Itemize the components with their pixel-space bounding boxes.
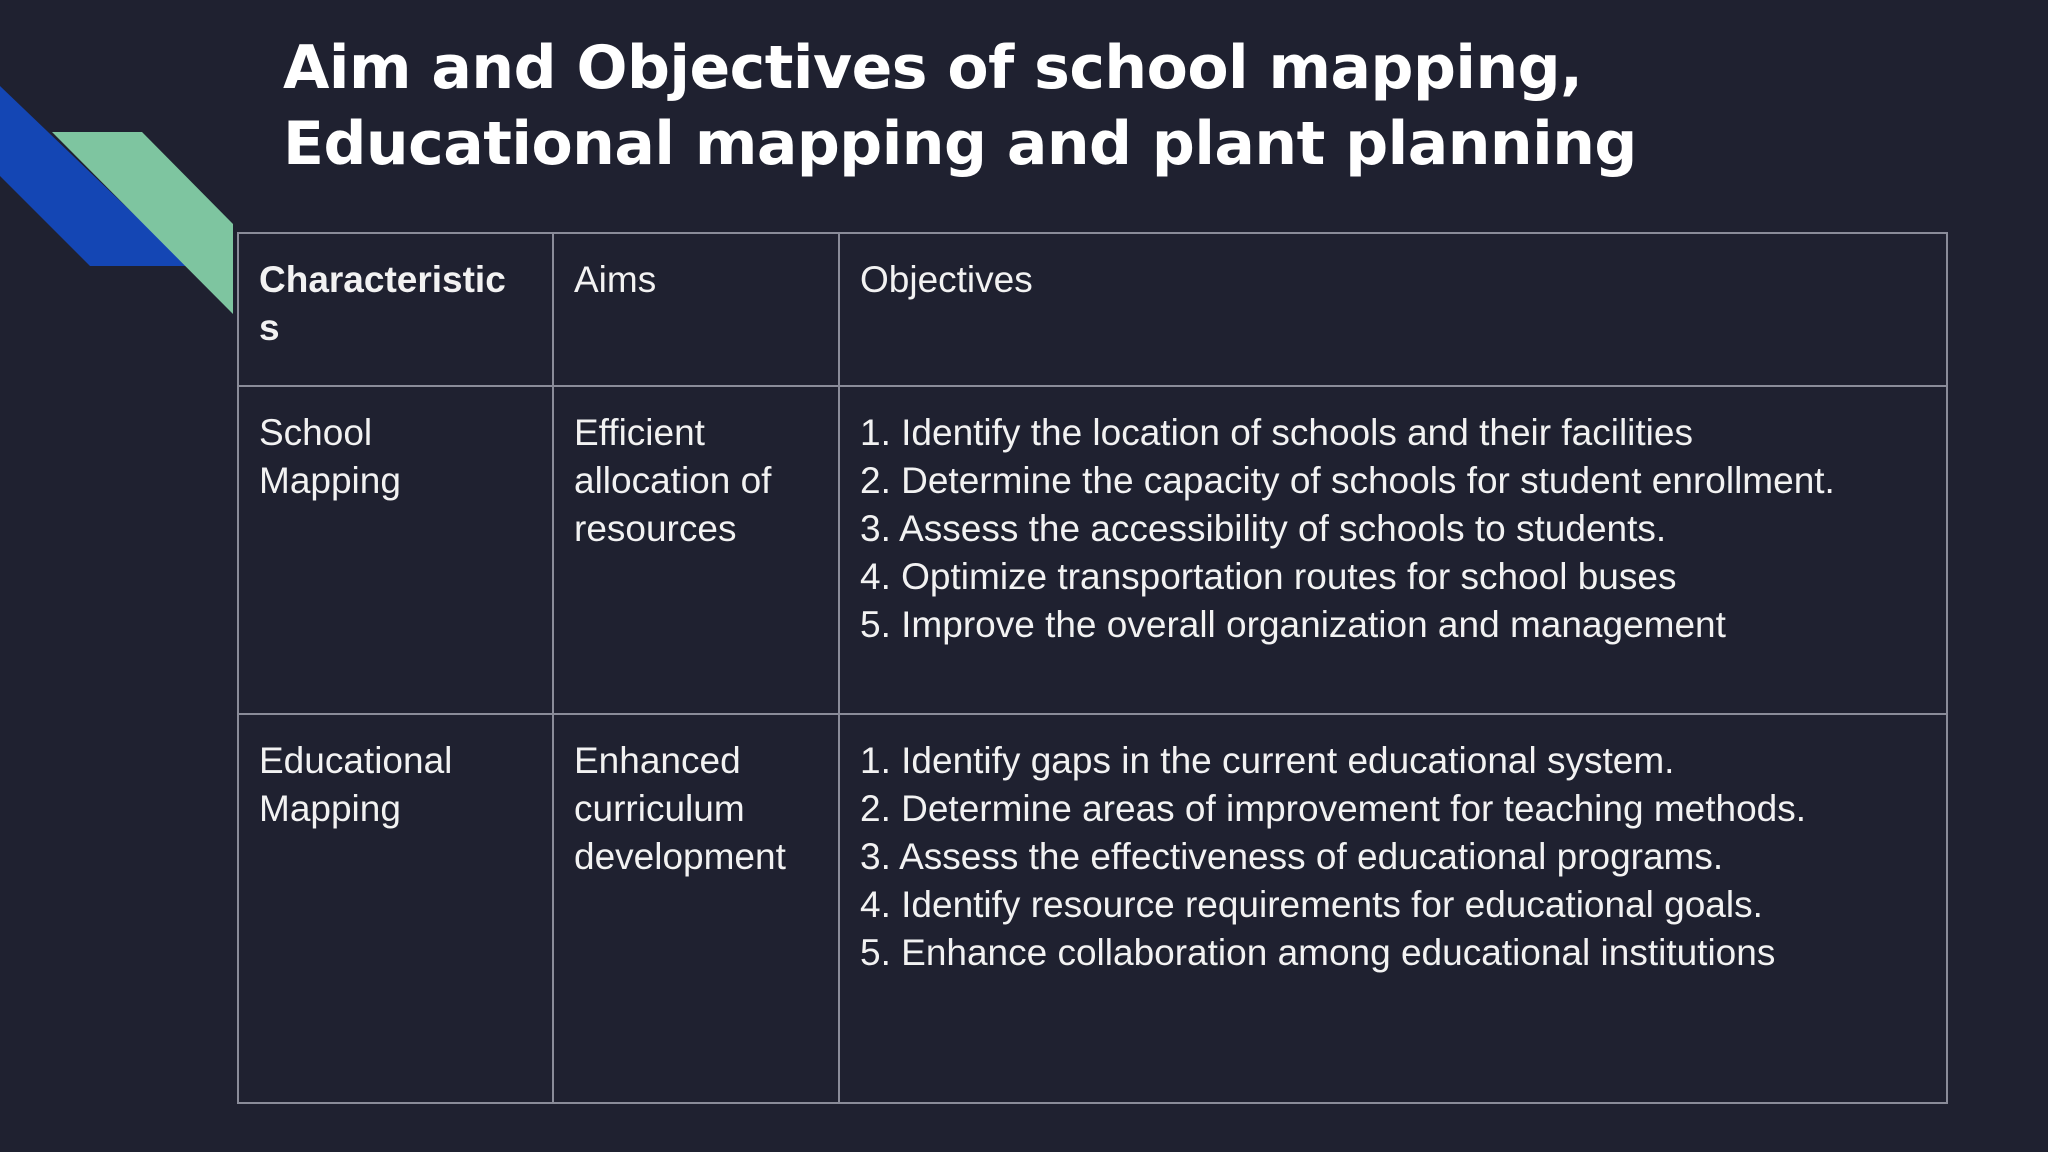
objective-item: 3. Assess the effectiveness of educational programs.	[860, 836, 1724, 877]
slide-title-line-1: Aim and Objectives of school mapping,	[283, 33, 1583, 103]
objective-item: 4. Optimize transportation routes for school buses	[860, 556, 1677, 597]
characteristic-line: School	[259, 412, 373, 453]
characteristic-cell	[238, 714, 553, 1103]
decorative-ribbon-graphic	[0, 0, 240, 320]
header-characteristics-line-1: Characteristic	[259, 259, 506, 300]
characteristic-line: Educational	[259, 740, 453, 781]
aim-line: Enhanced	[574, 740, 741, 781]
aim-line: development	[574, 836, 786, 877]
characteristic-line: Mapping	[259, 788, 401, 829]
table-row-educational-mapping	[238, 714, 1947, 1103]
characteristic-line: Mapping	[259, 460, 401, 501]
aim-cell	[553, 386, 839, 714]
aim-line: curriculum	[574, 788, 745, 829]
objective-item: 4. Identify resource requirements for educational goals.	[860, 884, 1763, 925]
objective-item: 5. Improve the overall organization and management	[860, 604, 1726, 645]
characteristic-cell	[238, 386, 553, 714]
objectives-list	[860, 737, 1926, 977]
objective-item: 3. Assess the accessibility of schools to students.	[860, 508, 1667, 549]
objective-item: 1. Identify the location of schools and their facilities	[860, 412, 1693, 453]
aim-line: allocation of	[574, 460, 772, 501]
slide-title	[283, 30, 1983, 182]
header-characteristics	[238, 233, 553, 386]
table-row-school-mapping	[238, 386, 1947, 714]
aims-objectives-table	[237, 232, 1948, 1104]
aim-cell	[553, 714, 839, 1103]
slide-title-line-2: Educational mapping and plant planning	[283, 109, 1637, 179]
objectives-list	[860, 409, 1926, 649]
objective-item: 1. Identify gaps in the current educational system.	[860, 740, 1675, 781]
objective-item: 2. Determine the capacity of schools for student enrollment.	[860, 460, 1835, 501]
objectives-cell	[839, 386, 1947, 714]
table-header-row	[238, 233, 1947, 386]
objective-item: 5. Enhance collaboration among educational institutions	[860, 932, 1776, 973]
aim-line: Efficient	[574, 412, 705, 453]
objective-item: 2. Determine areas of improvement for teaching methods.	[860, 788, 1807, 829]
aim-line: resources	[574, 508, 737, 549]
header-objectives: Objectives	[839, 233, 1947, 386]
header-characteristics-line-2: s	[259, 307, 280, 348]
header-aims: Aims	[553, 233, 839, 386]
objectives-cell	[839, 714, 1947, 1103]
